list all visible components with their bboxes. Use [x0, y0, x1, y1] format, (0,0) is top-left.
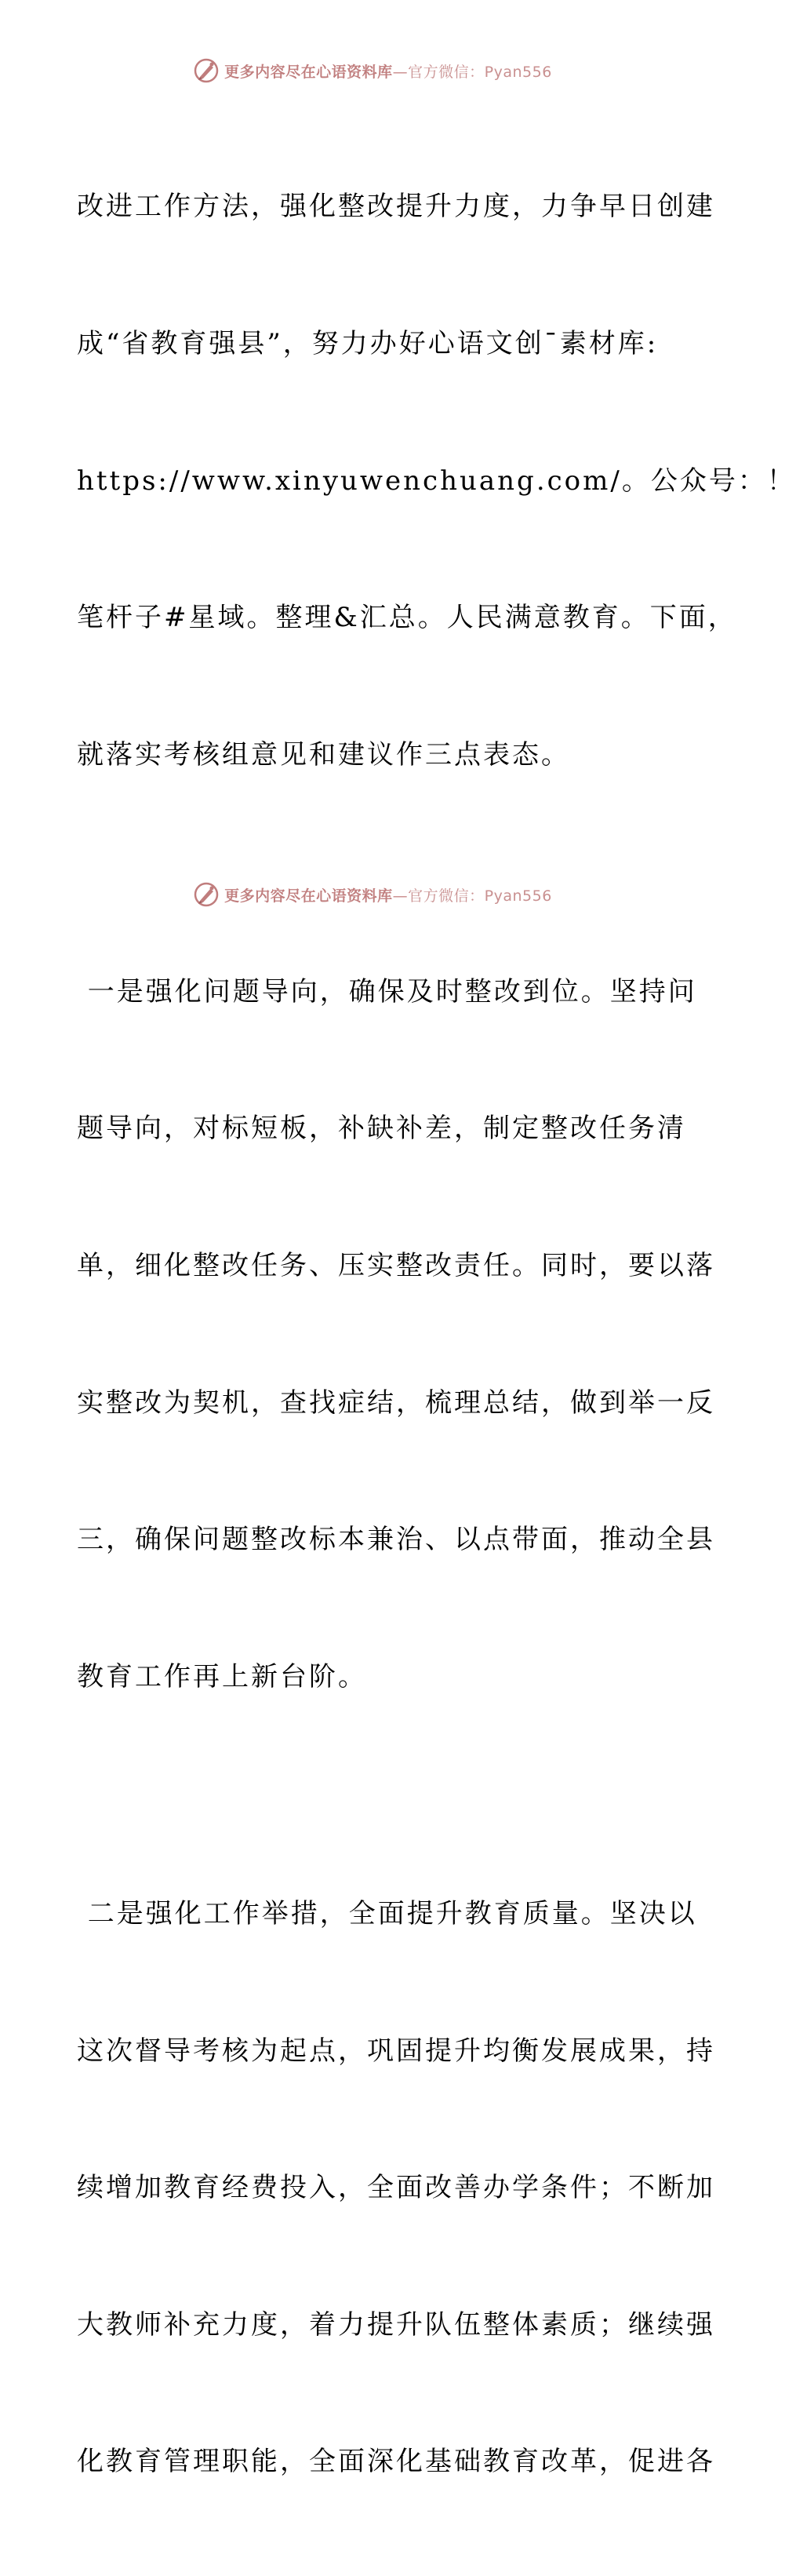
- text-line: 就落实考核组意见和建议作三点表态。: [77, 738, 570, 771]
- text-line: 实整改为契机，查找症结，梳理总结，做到举一反: [77, 1386, 715, 1419]
- paragraph-2: [77, 877, 715, 1791]
- text-line: 题导向，对标短板，补缺补差，制定整改任务清: [77, 1113, 686, 1145]
- footer-brand-text: 更多内容尽在心语资料库: [224, 887, 393, 905]
- pen-circle-logo-icon: [193, 57, 220, 84]
- text-line: 续增加教育经费投入，全面改善办学条件；不断加: [77, 2172, 715, 2204]
- header-banner: [0, 55, 745, 86]
- footer-contact-text: 官方微信：Pyan556: [408, 887, 552, 905]
- paragraph-1: [77, 93, 796, 869]
- text-line: 改进工作方法，强化整改提升力度，力争早日创建: [77, 191, 715, 223]
- text-line: 这次督导考核为起点，巩固提升均衡发展成果，持: [77, 2035, 715, 2067]
- text-line: 成“省教育强县”，努力办好心语文创¯素材库:: [77, 328, 659, 360]
- text-line: 化教育管理职能，全面深化基础教育改革，促进各: [77, 2446, 715, 2478]
- text-line: 教育工作再上新台阶。: [77, 1660, 367, 1692]
- text-line: 二是强化工作举措，全面提升教育质量。坚决以: [77, 1897, 697, 1929]
- footer-banner-text: [224, 884, 552, 905]
- document-body: [77, 93, 796, 2576]
- text-line: 笔杆子#星域。整理&汇总。人民满意教育。下面，: [77, 602, 737, 634]
- footer-separator: —: [392, 887, 409, 905]
- header-separator: —: [392, 63, 409, 81]
- paragraph-3: [77, 1800, 715, 2576]
- footer-banner: [0, 879, 745, 910]
- footer-banner-inner: [193, 881, 552, 908]
- header-contact-text: 官方微信：Pyan556: [408, 63, 552, 81]
- text-line: 一是强化问题导向，确保及时整改到位。坚持问: [77, 975, 697, 1007]
- text-line: 大教师补充力度，着力提升队伍整体素质；继续强: [77, 2308, 715, 2341]
- text-line: 三，确保问题整改标本兼治、以点带面，推动全县: [77, 1524, 715, 1556]
- header-brand-text: 更多内容尽在心语资料库: [224, 63, 393, 81]
- pen-circle-logo-icon: [193, 881, 220, 908]
- text-line: 单，细化整改任务、压实整改责任。同时，要以落: [77, 1250, 715, 1282]
- header-banner-text: [224, 60, 552, 82]
- text-line: https://www.xinyuwenchuang.com/。公众号：！: [77, 465, 796, 497]
- header-banner-inner: [193, 57, 552, 84]
